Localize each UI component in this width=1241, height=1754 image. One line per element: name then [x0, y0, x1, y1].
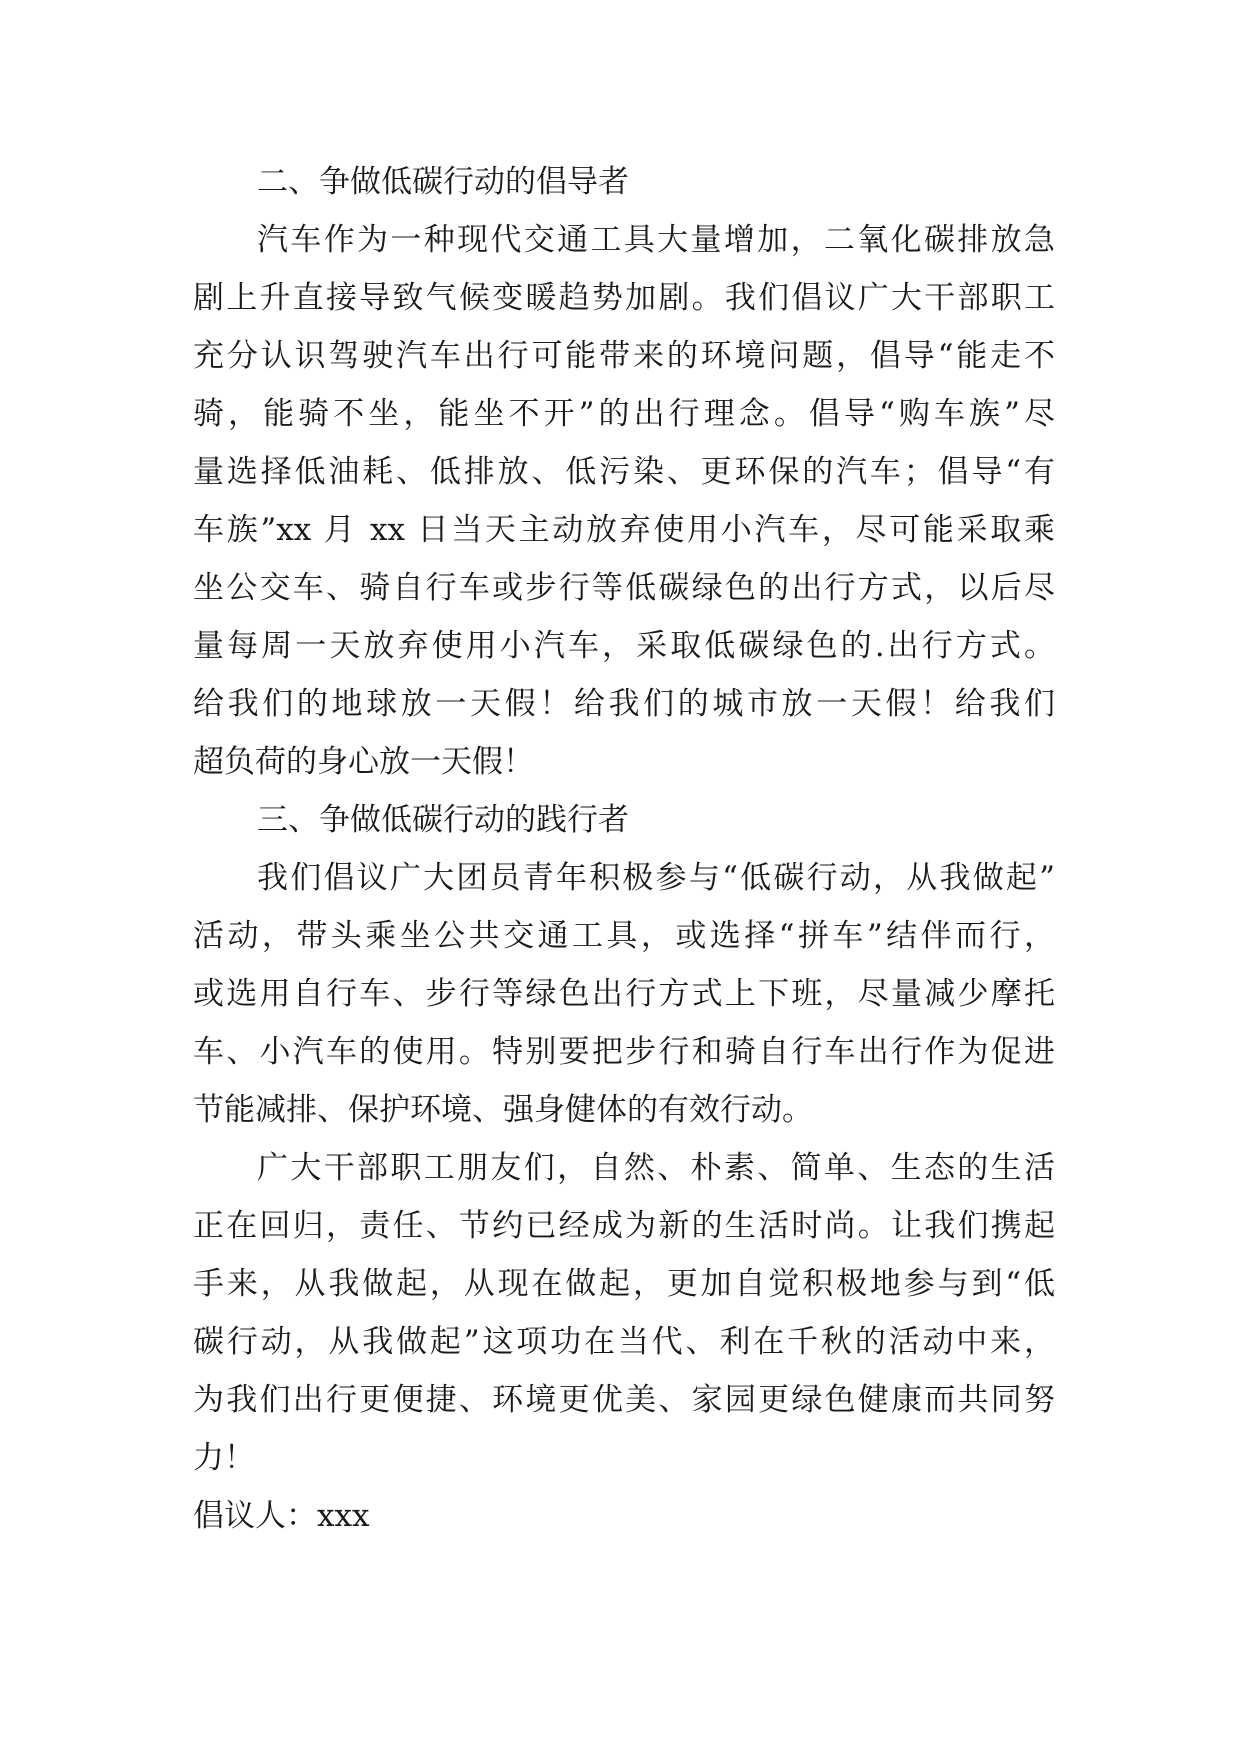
paragraph-line: 坐公交车、骑自行车或步行等低碳绿色的出行方式，以后尽: [193, 570, 1055, 606]
paragraph-line: 车族”xx 月 xx 日当天主动放弃使用小汽车，尽可能采取乘: [193, 512, 1055, 548]
paragraph-line: 为我们出行更便捷、环境更优美、家园更绿色健康而共同努: [193, 1382, 1055, 1418]
paragraph-line: 给我们的地球放一天假！给我们的城市放一天假！给我们: [193, 686, 1055, 722]
paragraph-line: 节能减排、保护环境、强身健体的有效行动。: [193, 1092, 813, 1128]
document-page: [193, 153, 1055, 1545]
paragraph-line: 骑，能骑不坐，能坐不开”的出行理念。倡导“购车族”尽: [193, 396, 1055, 432]
paragraph-line: 活动，带头乘坐公共交通工具，或选择“拼车”结伴而行，: [193, 918, 1055, 954]
paragraph-line: 碳行动，从我做起”这项功在当代、利在千秋的活动中来，: [193, 1324, 1055, 1360]
section-heading-practitioner: 三、争做低碳行动的践行者: [257, 802, 629, 838]
paragraph-line: 正在回归，责任、节约已经成为新的生活时尚。让我们携起: [193, 1208, 1055, 1244]
paragraph-line: 充分认识驾驶汽车出行可能带来的环境问题，倡导“能走不: [193, 338, 1055, 374]
paragraph-line: 手来，从我做起，从现在做起，更加自觉积极地参与到“低: [193, 1266, 1055, 1302]
paragraph-line: 或选用自行车、步行等绿色出行方式上下班，尽量减少摩托: [193, 976, 1055, 1012]
paragraph-line: 我们倡议广大团员青年积极参与“低碳行动，从我做起”: [257, 860, 1055, 896]
paragraph-closing: [193, 1139, 1055, 1487]
section-heading-advocate: 二、争做低碳行动的倡导者: [257, 164, 629, 200]
paragraph-line: 量选择低油耗、低排放、低污染、更环保的汽车；倡导“有: [193, 454, 1055, 490]
paragraph-line: 量每周一天放弃使用小汽车，采取低碳绿色的.出行方式。: [193, 628, 1055, 664]
paragraph-practitioner: [193, 849, 1055, 1139]
paragraph-line: 广大干部职工朋友们，自然、朴素、简单、生态的生活: [257, 1150, 1055, 1186]
signature: 倡议人：xxx: [193, 1498, 370, 1534]
paragraph-advocate: [193, 211, 1055, 791]
paragraph-line: 剧上升直接导致气候变暖趋势加剧。我们倡议广大干部职工: [193, 280, 1055, 316]
paragraph-line: 车、小汽车的使用。特别要把步行和骑自行车出行作为促进: [193, 1034, 1055, 1070]
paragraph-line: 力！: [193, 1440, 255, 1476]
paragraph-line: 超负荷的身心放一天假！: [193, 744, 534, 780]
paragraph-line: 汽车作为一种现代交通工具大量增加，二氧化碳排放急: [257, 222, 1055, 258]
